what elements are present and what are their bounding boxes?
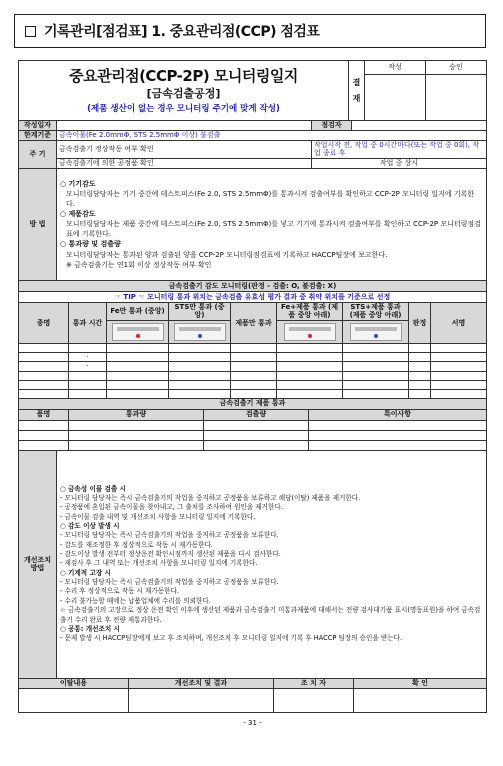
method-table xyxy=(18,168,487,281)
deviation-table xyxy=(18,678,487,713)
method-label: 방 법 xyxy=(19,168,57,280)
approval-col-approver: 승인 xyxy=(426,61,487,75)
table-row xyxy=(19,430,487,440)
corr-h1: ○ 금속성 이물 검출 시 xyxy=(60,484,126,493)
table-row xyxy=(19,362,487,371)
table-row xyxy=(19,688,487,712)
corr-h4: ○ 공통: 개선조치 시 xyxy=(60,624,120,633)
corr-l3c: - 수리 불가능할 때에는 납품업체에 수리를 의뢰한다. xyxy=(60,596,211,605)
col-time: 통과 시간 xyxy=(69,302,107,343)
col-judge: 판정 xyxy=(409,302,431,343)
method-p3: 모니터링담당자는 통과된 양과 검출된 양을 CCP-2P 모니터링점검표에 기록하고 HACCP팀장에 보고한다. xyxy=(66,250,388,259)
corr-l2c: - 감도이상 발생 전부터 정상운전 확인시점까지 생산된 제품을 다시 검사한다. xyxy=(60,550,281,559)
col-product: 제품만 통과 xyxy=(231,302,277,343)
product-pass-table xyxy=(18,398,487,451)
table-row xyxy=(19,343,487,352)
corr-l1a: - 모니터링 담당자는 즉시 금속검출기의 작업을 중지하고 공정품을 보류하고 해당(이탈) 제품을 제거한다. xyxy=(60,493,361,502)
table-row xyxy=(19,352,487,361)
corr-l2b: - 감도를 재조정한 후 정상적으로 작동 시 재가동한다. xyxy=(60,540,213,549)
page-number: - 31 - xyxy=(243,718,262,727)
monitoring-document xyxy=(18,60,487,727)
doc-title: 중요관리점(CCP-2P) 모니터링일지 xyxy=(69,67,298,86)
method-body xyxy=(57,168,487,280)
cycle2-right: 작업 중 상시 xyxy=(312,158,487,168)
cycle1-left: 금속검출기 정상작동 여부 확인 xyxy=(57,141,312,159)
cycle-label: 주 기 xyxy=(19,141,57,169)
col-detect-amount: 검출량 xyxy=(204,409,309,420)
deviation-field[interactable] xyxy=(19,688,129,712)
doc-note: (제품 생산이 없는 경우 모니터링 주기에 맞게 작성) xyxy=(87,103,280,114)
method-h2: ○ 제품감도 xyxy=(60,210,96,219)
table-row xyxy=(19,440,487,450)
col-item-name: 품명 xyxy=(19,409,69,420)
method-p4: ※ 금속검출기는 연1회 이상 정상작동 여부 확인 xyxy=(66,260,212,269)
limit-text: 금속이물(Fe 2.0mmΦ, STS 2.5mmΦ 이상) 불검출 xyxy=(57,131,487,141)
cycle2-left: 금속검출기에 의한 공정품 확인 xyxy=(57,158,312,168)
correction-label: 개선조치 방법 xyxy=(19,450,57,678)
method-h3: ○ 통과량 및 검출량 xyxy=(60,240,121,249)
checkbox-square-icon xyxy=(25,26,36,37)
col-fe-product: Fe+제품 통과 (제품 중앙 아래) xyxy=(277,302,343,320)
approval-col-writer: 작성 xyxy=(365,61,426,75)
correction-table xyxy=(18,450,487,679)
actor-field[interactable] xyxy=(274,688,354,712)
col-type: 종명 xyxy=(19,302,69,343)
col-sts: STS만 통과 (중앙) xyxy=(169,302,231,320)
corr-l1b: - 공정품에 혼입된 금속이물을 찾아내고, 그 출처를 조사하여 원인을 제거한다. xyxy=(60,503,283,512)
method-p1: 모니터링담당자는 기기 중간에 테스트피스(Fe 2.0, STS 2.5mmΦ)를 통과시켜 검출여부를 확인하고 CCP-2P 모니터링 일지에 기록한다. xyxy=(66,189,475,208)
table-row xyxy=(19,380,487,389)
col-sign: 서명 xyxy=(431,302,487,343)
inspector-label: 점검자 xyxy=(312,121,352,131)
title-cell xyxy=(19,61,349,121)
sts-product-diagram xyxy=(343,320,409,343)
col-pass-amount: 통과량 xyxy=(69,409,204,420)
col-deviation: 이탈내용 xyxy=(19,678,129,688)
corr-l3b: - 수리 후 정상적으로 작동 시 재가동한다. xyxy=(60,587,179,596)
corr-h3: ○ 기계적 고장 시 xyxy=(60,568,111,577)
col-confirm: 확 인 xyxy=(354,678,487,688)
doc-subtitle: [금속검출공정] xyxy=(146,87,221,101)
correction-body xyxy=(57,450,487,678)
confirm-field[interactable] xyxy=(354,688,487,712)
product-pass-title: 금속검출기 제품 통과 xyxy=(19,398,487,409)
monitor-title: 금속검출기 감도 모니터링(판정 - 검출: O, 불검출: X) xyxy=(19,280,487,291)
col-corrective-result: 개선조치 및 결과 xyxy=(129,678,274,688)
table-row xyxy=(19,371,487,380)
date-field[interactable] xyxy=(57,121,312,131)
method-h1: ○ 기기감도 xyxy=(60,179,96,188)
col-sts-product: STS+제품 통과 (제품 중앙 아래) xyxy=(343,302,409,320)
corr-l3d: ☆ 금속검출기의 고장으로 정상 운전 확인 이후에 생산된 제품과 금속검출기 미통과제품에 대해서는 전량 검사대기품 표시(명동표원)을 하여 금속검출기 수리 완료 후 전량 재통과한다. xyxy=(60,606,481,624)
corr-l4a: - 문제 발생 시 HACCP팀장에게 보고 후 조치하며, 개선조치 후 모니터링 일지에 기록 후 HACCP 팀장의 승인을 받는다. xyxy=(60,634,403,643)
section-header xyxy=(14,14,486,48)
ellipsis-dot: · xyxy=(69,362,107,371)
method-p2: 모니터링담당자는 제품 중간에 테스트피스(Fe 2.0, STS 2.5mmΦ)를 넣고 기기에 통과시켜 검출여부를 확인하고 CCP-2P 모니터링점검표에 기록한다. xyxy=(66,220,481,239)
approval-approver-sign[interactable] xyxy=(426,75,487,121)
monitor-tip: ☞ TIP ☜ 모니터링 통과 위치는 금속검출 유효성 평가 결과 중 취약 위치를 기준으로 선정 xyxy=(19,291,487,302)
monitor-table xyxy=(18,280,487,399)
info-table xyxy=(18,120,487,169)
corr-l1c: - 금속이물 검출 내역 및 개선조치 사항을 모니터링 일지에 기록한다. xyxy=(60,512,256,521)
fe-product-diagram xyxy=(277,320,343,343)
limit-label: 한계기준 xyxy=(19,131,57,141)
table-row xyxy=(19,420,487,430)
cycle1-right: 작업시작 전, 작업 중 0시간마다(또는 작업 중 0회), 작업 종료 후 xyxy=(312,141,487,159)
fe-diagram xyxy=(107,320,169,343)
corr-l2a: - 모니터링 담당자는 즉시 금속검출기의 작업을 중지하고 공정품을 보류한다. xyxy=(60,531,279,540)
ellipsis-dot: · xyxy=(69,352,107,361)
inspector-field[interactable] xyxy=(352,121,487,131)
col-actor: 조 치 자 xyxy=(274,678,354,688)
sts-diagram xyxy=(169,320,231,343)
date-label: 작성일자 xyxy=(19,121,57,131)
corr-l2d: - 재검사 후 그 내역 또는 개선조치 사항을 모니터링 일지에 기록한다. xyxy=(60,559,258,568)
approval-label: 결 재 xyxy=(349,61,365,121)
col-fe: Fe만 통과 (중앙) xyxy=(107,302,169,320)
section-title: 기록관리[점검표] 1. 중요관리점(CCP) 점검표 xyxy=(44,24,320,40)
title-table xyxy=(18,60,487,121)
corr-l3a: - 모니터링 담당자는 즉시 금속검출기의 작업을 중지하고 공정품을 보류한다. xyxy=(60,578,279,587)
corr-h2: ○ 감도 이상 발생 시 xyxy=(60,521,120,530)
corrective-result-field[interactable] xyxy=(129,688,274,712)
col-special: 특이사항 xyxy=(309,409,487,420)
approval-writer-sign[interactable] xyxy=(365,75,426,121)
